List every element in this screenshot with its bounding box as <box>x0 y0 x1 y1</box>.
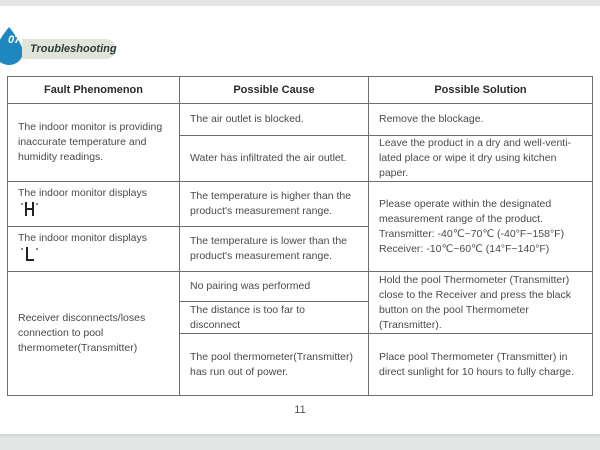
header-solution: Possible Solution <box>369 77 593 104</box>
cause-cell: No pairing was performed <box>180 272 369 302</box>
table-row <box>8 272 593 302</box>
cause-cell: Water has infiltrated the air outlet. <box>180 136 369 182</box>
solution-line: Please operate within the designated measurement range of the product. <box>379 197 552 225</box>
display-h-icon <box>20 201 38 222</box>
cause-cell: The temperature is higher than the product's measurement range. <box>180 182 369 227</box>
fault-cell: The indoor monitor is providing inaccurate temperature and humidity readings. <box>8 104 180 182</box>
page-number: 11 <box>294 404 306 416</box>
display-l-icon <box>20 246 38 267</box>
fault-text: The indoor monitor displays <box>18 187 147 199</box>
page-edge-shadow <box>0 434 600 438</box>
header-cause: Possible Cause <box>180 77 369 104</box>
solution-cell: Hold the pool Thermometer (Transmitter) close to the Receiver and press the black button on the pool Thermometer (Transmitter). <box>369 272 593 334</box>
fault-cell <box>8 227 180 272</box>
solution-cell: Leave the product in a dry and well-venti-lated place or wipe it dry using kitchen paper. <box>369 136 593 182</box>
solution-cell: Place pool Thermometer (Transmitter) in direct sunlight for 10 hours to fully charge. <box>369 334 593 396</box>
fault-cell <box>8 182 180 227</box>
solution-line: Transmitter: -40℃~70℃ (-40°F~158°F) <box>379 227 565 240</box>
fault-cell: Receiver disconnects/loses connection to pool thermometer(Transmitter) <box>8 272 180 396</box>
cause-cell: The air outlet is blocked. <box>180 104 369 136</box>
solution-cell <box>369 182 593 272</box>
header-fault: Fault Phenomenon <box>8 77 180 104</box>
solution-cell: Remove the blockage. <box>369 104 593 136</box>
bottom-background-strip <box>0 434 600 450</box>
cause-cell: The pool thermometer(Transmitter) has run out of power. <box>180 334 369 396</box>
troubleshooting-table <box>7 76 593 396</box>
section-title: Troubleshooting <box>22 39 116 59</box>
cause-cell: The distance is too far to disconnect <box>180 302 369 334</box>
cause-cell: The temperature is lower than the product's measurement range. <box>180 227 369 272</box>
solution-line: Receiver: -10℃~60℃ (14°F~140°F) <box>379 242 550 255</box>
table-row <box>8 104 593 136</box>
table-row <box>8 182 593 227</box>
fault-text: The indoor monitor displays <box>18 232 147 244</box>
section-number: 07 <box>8 34 21 46</box>
table-header-row <box>8 77 593 104</box>
